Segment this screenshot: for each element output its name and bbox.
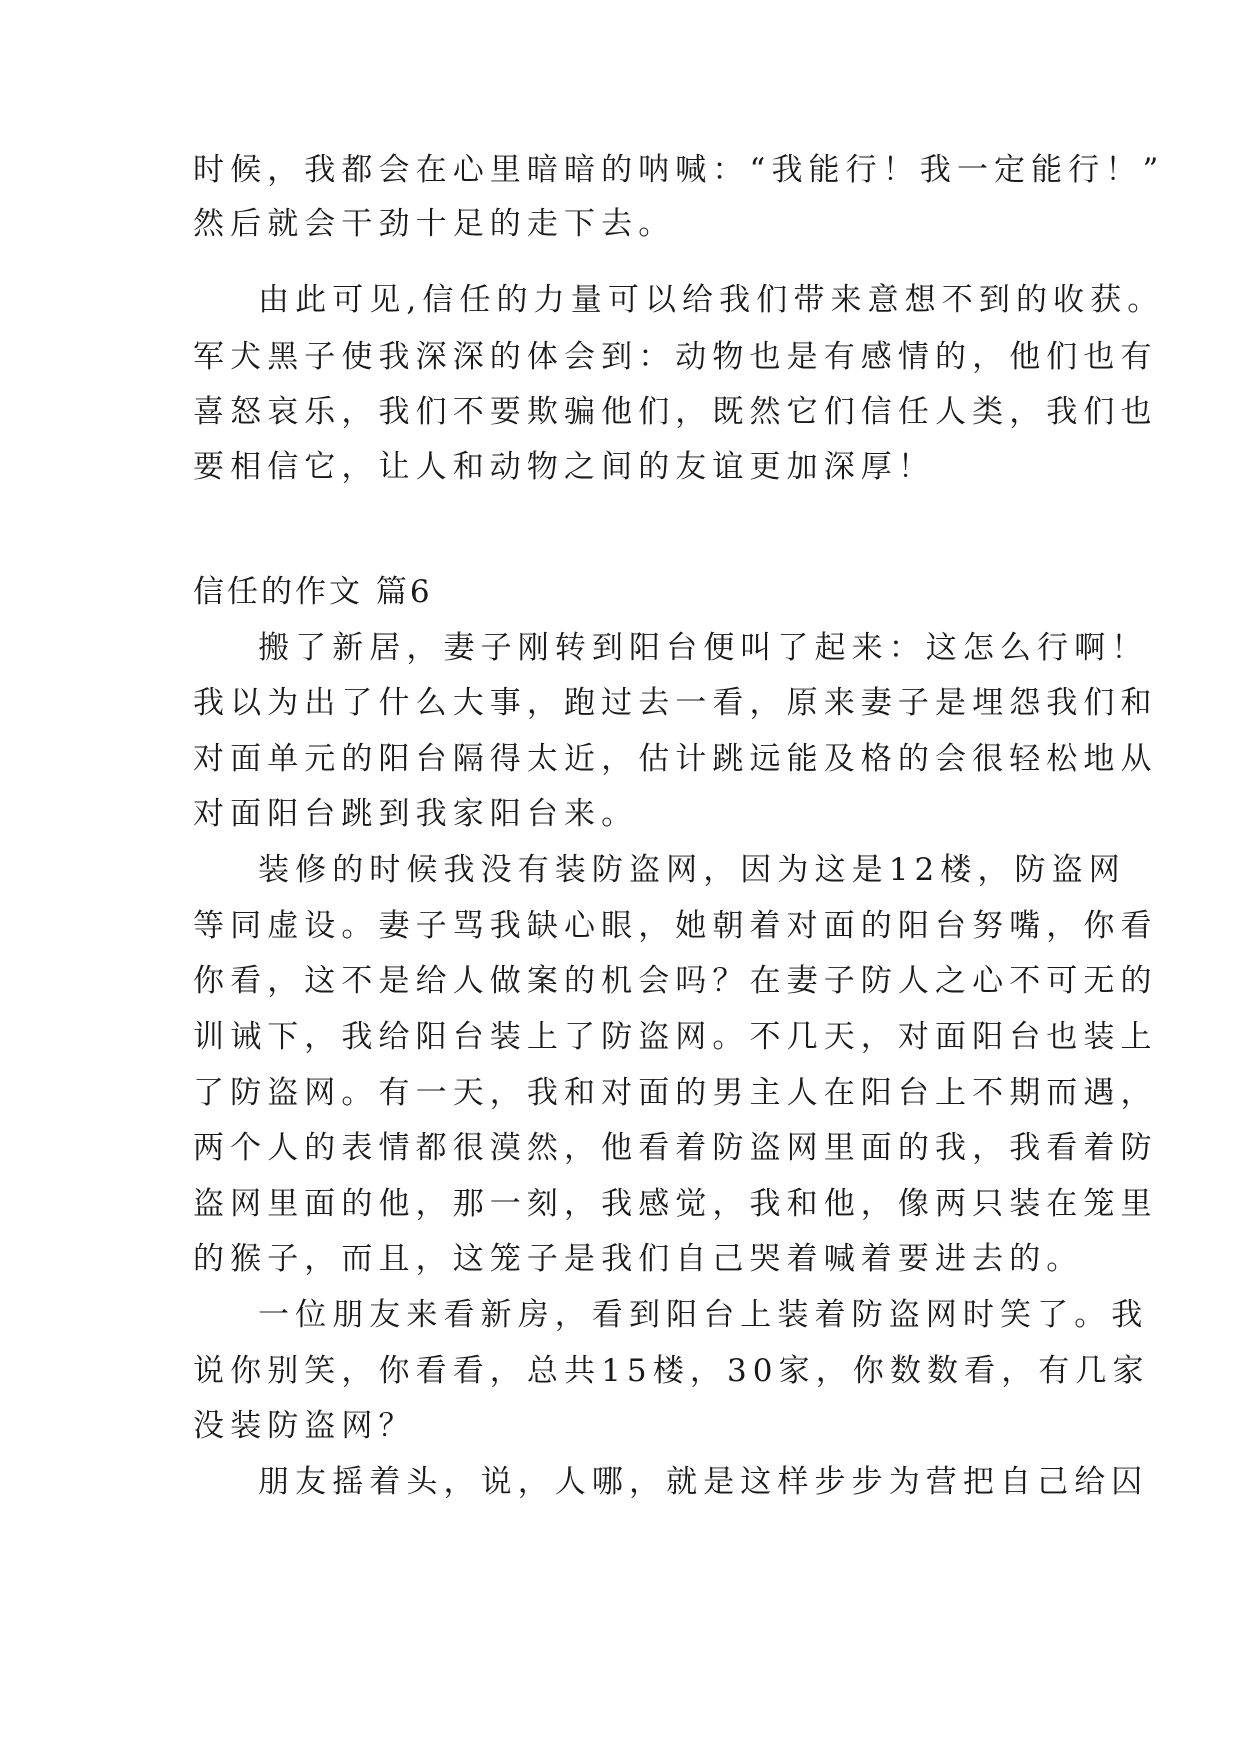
section-heading: 信任的作文 篇6 (193, 574, 433, 610)
text-line: 了防盗网。有一天，我和对面的男主人在阳台上不期而遇， (193, 1075, 1158, 1111)
paragraph-start-line: 一位朋友来看新房，看到阳台上装着防盗网时笑了。我 (258, 1297, 1149, 1333)
text-line: 没装防盗网？ (193, 1408, 416, 1444)
text-line: 的猴子，而且，这笼子是我们自己哭着喊着要进去的。 (193, 1241, 1084, 1277)
text-line: 对面阳台跳到我家阳台来。 (193, 796, 639, 832)
text-line: 训诫下，我给阳台装上了防盗网。不几天，对面阳台也装上 (193, 1019, 1158, 1055)
text-line: 军犬黑子使我深深的体会到：动物也是有感情的，他们也有 (193, 339, 1158, 375)
text-line: 对面单元的阳台隔得太近，估计跳远能及格的会很轻松地从 (193, 741, 1158, 777)
paragraph-start-line: 搬了新居，妻子刚转到阳台便叫了起来：这怎么行啊！ (258, 630, 1149, 666)
text-line: 我以为出了什么大事，跑过去一看，原来妻子是埋怨我们和 (193, 685, 1158, 721)
text-line: 喜怒哀乐，我们不要欺骗他们，既然它们信任人类，我们也 (193, 394, 1158, 430)
text-line: 然后就会干劲十足的走下去。 (193, 206, 676, 242)
text-line: 时候，我都会在心里暗暗的呐喊：“我能行！我一定能行！” (193, 152, 1165, 188)
text-line: 盗网里面的他，那一刻，我感觉，我和他，像两只装在笼里 (193, 1186, 1158, 1222)
text-line: 要相信它，让人和动物之间的友谊更加深厚！ (193, 449, 935, 485)
paragraph-start-line: 由此可见,信任的力量可以给我们带来意想不到的收获。 (258, 282, 1165, 318)
text-line: 两个人的表情都很漠然，他看着防盗网里面的我，我看着防 (193, 1130, 1158, 1166)
text-line: 等同虚设。妻子骂我缺心眼，她朝着对面的阳台努嘴，你看 (193, 908, 1158, 944)
paragraph-start-line: 装修的时候我没有装防盗网，因为这是12楼，防盗网 (258, 852, 1126, 888)
paragraph-start-line: 朋友摇着头，说，人哪，就是这样步步为营把自己给囚 (258, 1464, 1149, 1500)
text-line: 说你别笑，你看看，总共15楼，30家，你数数看，有几家 (193, 1353, 1150, 1389)
text-line: 你看，这不是给人做案的机会吗？在妻子防人之心不可无的 (193, 963, 1158, 999)
